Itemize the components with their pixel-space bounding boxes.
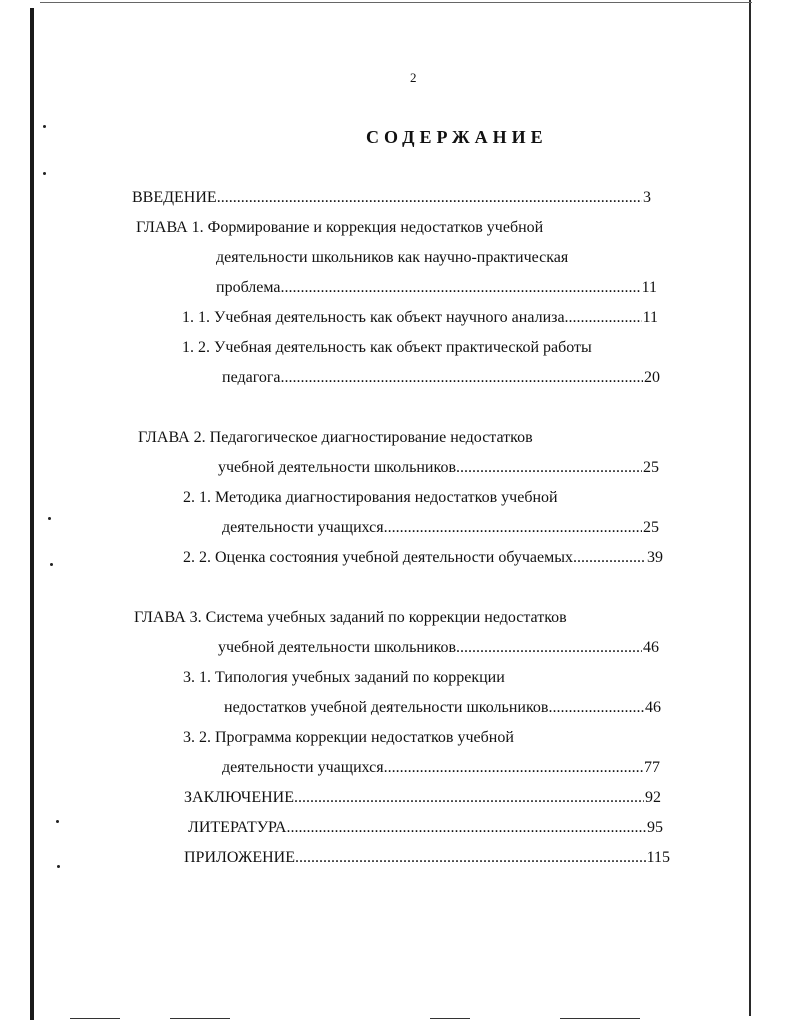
- page-title: СОДЕРЖАНИЕ: [366, 127, 548, 147]
- toc-entry-literature: [188, 818, 663, 838]
- scan-speck: [57, 865, 60, 868]
- scan-mark-bottom: [560, 1018, 640, 1019]
- toc-entry-section-1-2: [222, 368, 660, 388]
- toc-page: 20: [644, 369, 660, 386]
- toc-page: 46: [643, 639, 659, 656]
- dot-leader: [281, 368, 643, 388]
- toc-label: ВВЕДЕНИЕ: [132, 189, 217, 206]
- toc-entry-appendix: [184, 848, 670, 868]
- toc-entry-chapter-3: [218, 638, 659, 658]
- toc-section-3-1-heading: 3. 1. Типология учебных заданий по коррекции: [183, 669, 505, 686]
- scan-border-right: [749, 0, 751, 1016]
- toc-label: деятельности учащихся: [222, 759, 384, 776]
- toc-entry-intro: [132, 188, 651, 208]
- toc-page: 92: [645, 789, 661, 806]
- toc-page: 95: [647, 819, 663, 836]
- toc-chapter-1-heading: ГЛАВА 1. Формирование и коррекция недостатков учебной: [136, 219, 544, 236]
- toc-page: 25: [643, 519, 659, 536]
- toc-entry-section-1-1: [182, 308, 658, 328]
- toc-section-2-1-heading: 2. 1. Методика диагностирования недостатков учебной: [183, 489, 558, 506]
- toc-section-3-2-heading: 3. 2. Программа коррекции недостатков учебной: [183, 729, 514, 746]
- toc-page: 25: [643, 459, 659, 476]
- toc-entry-conclusion: [184, 788, 661, 808]
- scan-mark-bottom: [170, 1018, 230, 1019]
- toc-page: 115: [646, 849, 670, 866]
- toc-page: 46: [645, 699, 661, 716]
- dot-leader: [456, 638, 642, 658]
- toc-label: учебной деятельности школьников: [218, 459, 456, 476]
- toc-label: учебной деятельности школьников: [218, 639, 456, 656]
- toc-label: педагога: [222, 369, 281, 386]
- toc-entry-chapter-1: [216, 278, 657, 298]
- dot-leader: [573, 548, 646, 568]
- dot-leader: [294, 788, 644, 808]
- scan-speck: [56, 820, 59, 823]
- toc-entry-chapter-2: [218, 458, 659, 478]
- scan-border-left: [30, 8, 34, 1020]
- page-number: 2: [410, 70, 417, 85]
- dot-leader: [384, 758, 643, 778]
- toc-page: 3: [643, 189, 651, 206]
- toc-label: 2. 2. Оценка состояния учебной деятельности обучаемых: [183, 549, 573, 566]
- toc-chapter-1-heading-cont: деятельности школьников как научно-практическая: [216, 249, 569, 266]
- scan-border-top: [40, 2, 752, 3]
- toc-entry-section-3-2: [222, 758, 660, 778]
- toc-chapter-2-heading: ГЛАВА 2. Педагогическое диагностирование недостатков: [138, 429, 533, 446]
- toc-page: 11: [642, 309, 658, 326]
- toc-label: недостатков учебной деятельности школьников: [224, 699, 549, 716]
- toc-label: ЗАКЛЮЧЕНИЕ: [184, 789, 294, 806]
- toc-page: 39: [647, 549, 663, 566]
- toc-label: 1. 1. Учебная деятельность как объект научного анализа: [182, 309, 565, 326]
- scan-speck: [50, 563, 53, 566]
- dot-leader: [548, 698, 644, 718]
- toc-entry-section-2-1: [222, 518, 659, 538]
- dot-leader: [384, 518, 642, 538]
- scan-speck: [43, 172, 46, 175]
- dot-leader: [286, 818, 646, 838]
- dot-leader: [565, 308, 642, 328]
- scan-mark-bottom: [70, 1018, 120, 1019]
- dot-leader: [217, 188, 642, 208]
- toc-label: проблема: [216, 279, 281, 296]
- toc-page: 11: [641, 279, 657, 296]
- toc-chapter-3-heading: ГЛАВА 3. Система учебных заданий по коррекции недостатков: [134, 609, 567, 626]
- toc-entry-section-3-1: [224, 698, 661, 718]
- toc-section-1-2-heading: 1. 2. Учебная деятельность как объект практической работы: [182, 339, 592, 356]
- dot-leader: [281, 278, 641, 298]
- toc-label: ПРИЛОЖЕНИЕ: [184, 849, 296, 866]
- toc-label: ЛИТЕРАТУРА: [188, 819, 287, 836]
- dot-leader: [456, 458, 642, 478]
- dot-leader: [295, 848, 646, 868]
- toc-label: деятельности учащихся: [222, 519, 384, 536]
- scan-mark-bottom: [430, 1018, 470, 1019]
- toc-entry-section-2-2: [183, 548, 663, 568]
- scan-speck: [43, 125, 46, 128]
- toc-page: 77: [644, 759, 660, 776]
- scan-speck: [48, 517, 51, 520]
